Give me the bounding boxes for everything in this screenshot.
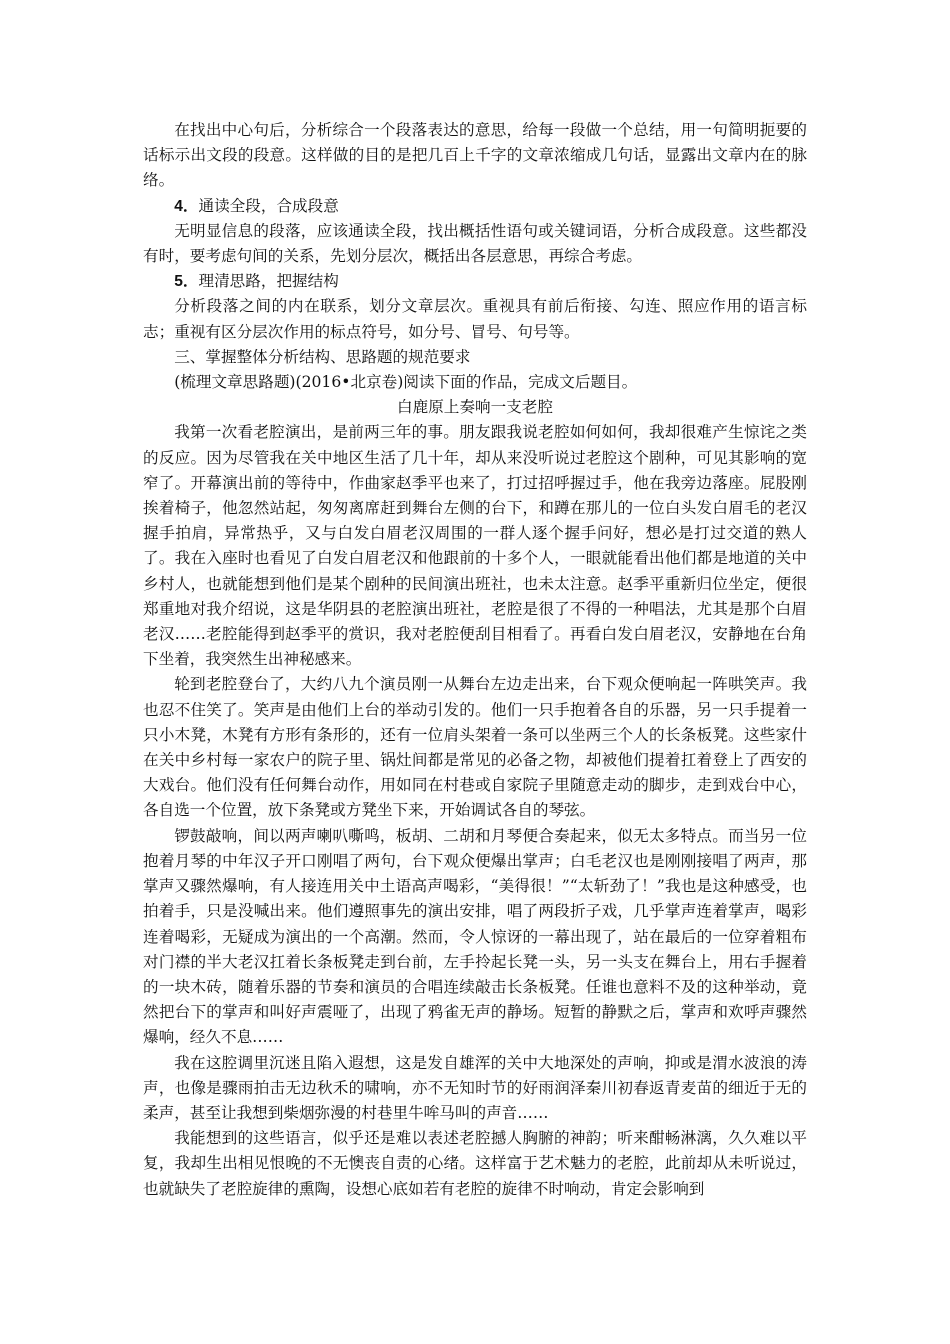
section-4-number: 4．: [174, 197, 199, 215]
article-paragraph: 我能想到的这些语言，似乎还是难以表述老腔撼人胸腑的神韵；听来酣畅淋漓，久久难以平复，我却生出相见恨晚的不无懊丧自责的心绪。这样富于艺术魅力的老腔，此前却从未听说过，也就缺失了老腔旋律的熏陶，设想心底如若有老腔的旋律不时响动，肯定会影响到: [143, 1129, 807, 1198]
exercise-intro: (梳理文章思路题)(2016•北京卷)阅读下面的作品，完成文后题目。: [174, 373, 638, 392]
article-title: 白鹿原上奏响一支老腔: [397, 398, 553, 417]
article-paragraph: 我在这腔调里沉迷且陷入遐想，这是发自雄浑的关中大地深处的声响，抑或是渭水波浪的涛声，也像是骤雨拍击无边秋禾的啸响，亦不无知时节的好雨润泽秦川初春返青麦苗的细近于无的柔声，甚至让我想到柴烟弥漫的村巷里牛哞马叫的声音……: [143, 1053, 807, 1122]
section-5-heading: [143, 269, 807, 294]
section-4-title: 通读全段，合成段意: [198, 196, 339, 215]
part-3-heading: 三、掌握整体分析结构、思路题的规范要求: [174, 347, 471, 366]
article-paragraph: 轮到老腔登台了，大约八九个演员刚一从舞台左边走出来，台下观众便响起一阵哄笑声。我也忍不住笑了。笑声是由他们上台的举动引发的。他们一只手抱着各自的乐器，另一只手提着一只小木凳，木凳有方形有条形的，还有一位肩头架着一条可以坐两三个人的长条板凳。这些家什在关中乡村每一家农户的院子里、锅灶间都是常见的必备之物，却被他们提着扛着登上了西安的大戏台。他们没有任何舞台动作，用如同在村巷或自家院子里随意走动的脚步，走到戏台中心，各自选一个位置，放下条凳或方凳坐下来，开始调试各自的琴弦。: [143, 675, 807, 820]
section-5-body: 分析段落之间的内在联系，划分文章层次。重视具有前后衔接、勾连、照应作用的语言标志；重视有区分层次作用的标点符号，如分号、冒号、句号等。: [143, 297, 807, 341]
document-page: [143, 118, 807, 1202]
section-4-heading: [143, 194, 807, 219]
section-5-number: 5．: [174, 273, 199, 291]
intro-paragraph: 在找出中心句后，分析综合一个段落表达的意思，给每一段做一个总结，用一句简明扼要的话标示出文段的段意。这样做的目的是把几百上千字的文章浓缩成几句话，显露出文章内在的脉络。: [143, 121, 807, 190]
section-5-title: 理清思路，把握结构: [198, 272, 339, 291]
article-paragraph: 我第一次看老腔演出，是前两三年的事。朋友跟我说老腔如何如何，我却很难产生惊诧之类的反应。因为尽管我在关中地区生活了几十年，却从来没听说过老腔这个剧种，可见其影响的宽窄了。开幕演出前的等待中，作曲家赵季平也来了，打过招呼握过手，他在我旁边落座。屁股刚挨着椅子，他忽然站起，匆匆离席赶到舞台左侧的台下，和蹲在那儿的一位白头发白眉毛的老汉握手拍肩，异常热乎，又与白发白眉老汉周围的一群人逐个握手问好，想必是打过交道的熟人了。我在入座时也看见了白发白眉老汉和他跟前的十多个人，一眼就能看出他们都是地道的关中乡村人，也就能想到他们是某个剧种的民间演出班社，也未太注意。赵季平重新归位坐定，便很郑重地对我介绍说，这是华阴县的老腔演出班社，老腔是很了不得的一种唱法，尤其是那个白眉老汉……老腔能得到赵季平的赏识，我对老腔便刮目相看了。再看白发白眉老汉，安静地在台角下坐着，我突然生出神秘感来。: [143, 423, 807, 669]
section-4-body: 无明显信息的段落，应该通读全段，找出概括性语句或关键词语，分析合成段意。这些都没有时，要考虑句间的关系，先划分层次，概括出各层意思，再综合考虑。: [143, 221, 807, 266]
article-paragraph: 锣鼓敲响，间以两声喇叭嘶鸣，板胡、二胡和月琴便合奏起来，似无太多特点。而当另一位抱着月琴的中年汉子开口刚唱了两句，台下观众便爆出掌声；白毛老汉也是刚刚接唱了两声，那掌声又骤然爆响，有人接连用关中土语高声喝彩，“美得很！”“太斩劲了！”我也是这种感受，也拍着手，只是没喊出来。他们遵照事先的演出安排，唱了两段折子戏，几乎掌声连着掌声，喝彩连着喝彩，无疑成为演出的一个高潮。然而，令人惊讶的一幕出现了，站在最后的一位穿着粗布对门襟的半大老汉扛着长条板凳走到台前，左手拎起长凳一头，另一头支在舞台上，用右手握着的一块木砖，随着乐器的节奏和演员的合唱连续敲击长条板凳。任谁也意料不及的这种举动，竟然把台下的掌声和叫好声震哑了，出现了鸦雀无声的静场。短暂的静默之后，掌声和欢呼声骤然爆响，经久不息……: [143, 826, 807, 1047]
